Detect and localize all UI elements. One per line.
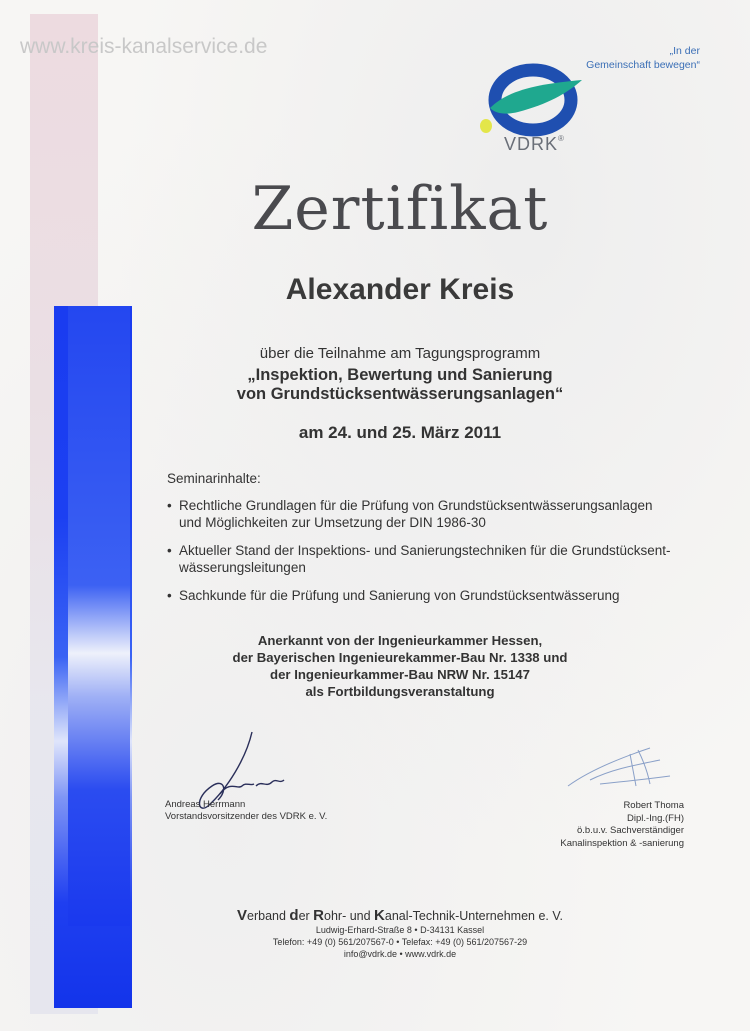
event-date: am 24. und 25. März 2011 xyxy=(298,423,502,442)
seminar-item: • Aktueller Stand der Inspektions- und Sanierungstechniken für die Grundstücksent- wässerungsleitungen xyxy=(167,542,687,576)
recognition-line-3: der Ingenieurkammer-Bau NRW Nr. 15147 xyxy=(270,667,530,682)
seminar-item: • Sachkunde für die Prüfung und Sanierung von Grundstücksentwässerung xyxy=(167,587,687,604)
recognition-line-2: der Bayerischen Ingenieurekammer-Bau Nr. 1338 und xyxy=(232,650,568,665)
signer-right-role-2: Kanalinspektion & -sanierung xyxy=(560,837,684,849)
logo-wordmark xyxy=(504,134,565,155)
seminar-item-line-2: und Möglichkeiten zur Umsetzung der DIN 1986-30 xyxy=(179,515,486,530)
seminar-list xyxy=(167,497,687,615)
logo-text: VDRK xyxy=(504,134,559,154)
signer-right xyxy=(560,800,684,850)
seminar-item-line-2: wässerungsleitungen xyxy=(179,560,306,575)
signer-left xyxy=(165,799,327,823)
slogan-line-1: „In der xyxy=(669,45,700,57)
watermark: www.kreis-kanalservice.de xyxy=(20,35,268,58)
signature-right xyxy=(560,740,690,800)
program-title xyxy=(0,366,750,404)
signer-right-title: Dipl.-Ing.(FH) xyxy=(626,812,684,824)
signer-right-role-1: ö.b.u.v. Sachverständiger xyxy=(576,825,684,836)
signer-left-role: Vorstandsvorsitzender des VDRK e. V. xyxy=(165,811,328,822)
program-line-2: von Grundstücksentwässerungsanlagen“ xyxy=(236,385,564,403)
recognition-line-1: Anerkannt von der Ingenieurkammer Hessen, xyxy=(257,633,543,648)
footer-organization: Verband der Rohr- und Kanal-Technik-Unternehmen e. V. xyxy=(236,907,564,924)
seminar-item: • Rechtliche Grundlagen für die Prüfung von Grundstücksentwässerungsanlagen und Möglichkeiten zur Umsetzung der DIN 1986-30 xyxy=(167,497,687,531)
registered-mark: ® xyxy=(558,134,565,143)
seminar-heading: Seminarinhalte: xyxy=(167,471,261,486)
recognition-block xyxy=(0,632,750,700)
intro-text: über die Teilnahme am Tagungsprogramm xyxy=(259,345,541,362)
footer-phone: Telefon: +49 (0) 561/207567-0 • Telefax: +49 (0) 561/207567-29 xyxy=(272,937,528,947)
certificate-title: Zertifikat xyxy=(251,174,549,244)
program-line-1: „Inspektion, Bewertung und Sanierung xyxy=(247,366,553,384)
seminar-item-line-1: Rechtliche Grundlagen für die Prüfung von Grundstücksentwässerungsanlagen xyxy=(179,498,653,513)
recognition-line-4: als Fortbildungsveranstaltung xyxy=(305,684,495,699)
footer xyxy=(0,907,750,960)
seminar-item-line-1: Sachkunde für die Prüfung und Sanierung von Grundstücksentwässerung xyxy=(179,588,620,603)
footer-address: Ludwig-Erhard-Straße 8 • D-34131 Kassel xyxy=(315,925,485,935)
slogan-line-2: Gemeinschaft bewegen“ xyxy=(586,59,700,71)
signer-right-name: Robert Thoma xyxy=(623,800,684,811)
footer-web: info@vdrk.de • www.vdrk.de xyxy=(343,949,457,959)
recipient-name: Alexander Kreis xyxy=(285,273,515,306)
seminar-item-line-1: Aktueller Stand der Inspektions- und Sanierungstechniken für die Grundstücksent- xyxy=(179,543,671,558)
signer-left-name: Andreas Herrmann xyxy=(165,799,246,810)
